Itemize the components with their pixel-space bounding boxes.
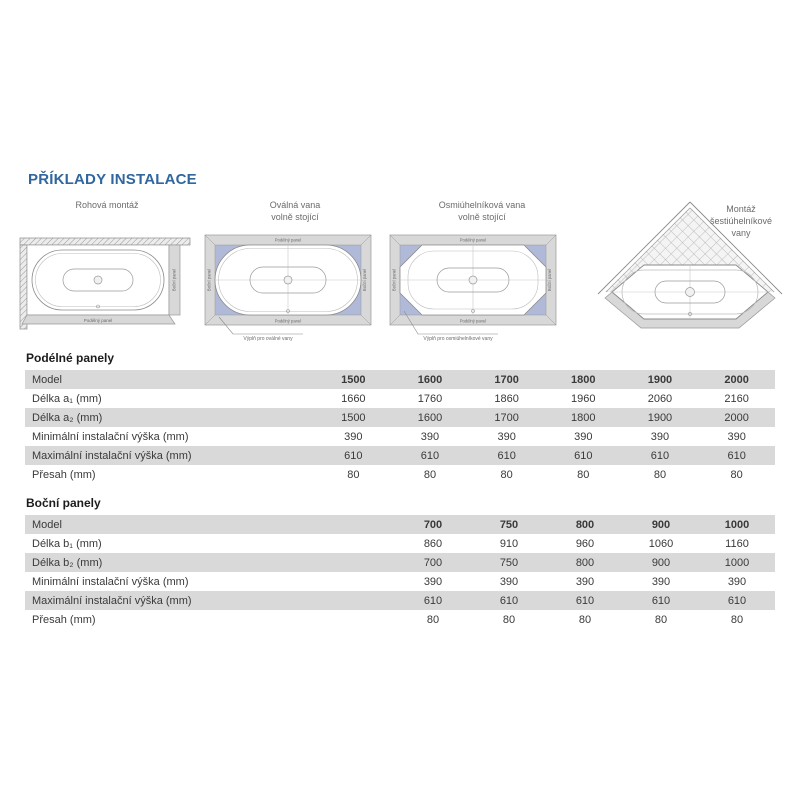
drain-icon — [94, 276, 102, 284]
side-panels-table — [25, 515, 775, 629]
panel-label: Podélný panel — [459, 318, 487, 324]
section-title: Boční panely — [26, 496, 101, 510]
table-cell: 390 — [423, 575, 443, 588]
table-cell: 390 — [727, 575, 747, 588]
row-label: Přesah (mm) — [32, 468, 96, 481]
table-row — [25, 370, 775, 389]
octagon-tub-diagram — [388, 233, 568, 346]
row-label: Přesah (mm) — [32, 613, 96, 626]
table-cell: 80 — [578, 613, 592, 626]
table-cell: 80 — [426, 613, 440, 626]
table-cell: 390 — [574, 430, 593, 443]
figure-caption: Rohová montáž — [75, 200, 139, 210]
table-cell: 1800 — [571, 411, 596, 424]
table-cell: 80 — [577, 468, 590, 481]
row-label: Minimální instalační výška (mm) — [32, 575, 189, 588]
infill-note: Výplň pro osmiúhelníkové vany — [423, 336, 493, 342]
table-cell: 390 — [575, 575, 595, 588]
row-label: Délka b₁ (mm) — [32, 537, 102, 550]
panel-label: Boční panel — [547, 268, 552, 292]
table-row — [25, 389, 775, 408]
table-cell: 960 — [575, 537, 595, 550]
table-row — [25, 465, 775, 484]
drain-icon — [284, 276, 292, 284]
page-title: PŘÍKLADY INSTALACE — [28, 171, 197, 188]
table-cell: 610 — [499, 594, 519, 607]
panel-label: Boční panel — [171, 268, 177, 292]
table-cell: 610 — [420, 449, 440, 462]
drain-icon — [686, 288, 695, 297]
figure-oval-tub — [203, 199, 387, 346]
table-cell: 1500 — [341, 411, 366, 424]
panel-label: Podélný panel — [274, 318, 302, 324]
wall-top — [20, 238, 190, 245]
row-label: Minimální instalační výška (mm) — [32, 430, 189, 443]
table-cell: 390 — [497, 430, 516, 443]
table-cell: 1000 — [724, 518, 750, 531]
table-cell: 80 — [423, 468, 437, 481]
table-cell: 80 — [502, 613, 516, 626]
table-cell: 390 — [420, 430, 440, 443]
table-cell: 1600 — [417, 411, 443, 424]
panel-label: Boční panel — [362, 268, 367, 292]
table-cell: 610 — [574, 449, 593, 462]
table-cell: 1500 — [341, 373, 366, 386]
table-cell: 1000 — [724, 556, 750, 569]
table-row — [25, 572, 775, 591]
longitudinal-panels-table — [25, 370, 775, 484]
table-row — [25, 591, 775, 610]
table-cell: 800 — [575, 556, 595, 569]
table-cell: 1900 — [647, 373, 673, 386]
table-row — [25, 610, 775, 629]
table-cell: 610 — [650, 449, 670, 462]
table-cell: 1660 — [341, 392, 366, 405]
table-cell: 860 — [423, 537, 443, 550]
row-label: Délka a₁ (mm) — [32, 392, 102, 405]
panel-label: Boční panel — [206, 268, 212, 292]
table-row — [25, 408, 775, 427]
row-label: Maximální instalační výška (mm) — [32, 594, 192, 607]
table-cell: 610 — [344, 449, 363, 462]
table-cell: 80 — [730, 468, 743, 481]
figure-corner-installation — [18, 199, 196, 335]
row-label: Délka a₂ (mm) — [32, 411, 103, 424]
figure-caption: Montáž šestiúhelníkové vany — [709, 204, 773, 238]
table-cell: 1060 — [648, 537, 674, 550]
table-cell: 1700 — [494, 373, 519, 386]
table-cell: 610 — [727, 449, 746, 462]
table-cell: 80 — [654, 613, 668, 626]
table-cell: 390 — [727, 430, 746, 443]
table-cell: 80 — [500, 468, 513, 481]
table-cell: 700 — [423, 518, 443, 531]
table-cell: 610 — [575, 594, 595, 607]
table-cell: 610 — [727, 594, 747, 607]
figure-caption: Osmiúhelníková vana volně stojící — [438, 200, 526, 222]
table-cell: 1800 — [571, 373, 596, 386]
panel-label: Boční panel — [391, 268, 397, 292]
corner-installation-diagram — [18, 233, 194, 335]
table-cell: 2060 — [647, 392, 673, 405]
table-cell: 750 — [499, 556, 519, 569]
row-label: Model — [32, 518, 62, 531]
table-cell: 390 — [651, 575, 671, 588]
table-cell: 1860 — [494, 392, 519, 405]
table-cell: 900 — [651, 518, 671, 531]
row-label: Model — [32, 373, 62, 386]
table-cell: 390 — [499, 575, 519, 588]
table-cell: 390 — [344, 430, 363, 443]
drain-icon — [469, 276, 477, 284]
row-label: Maximální instalační výška (mm) — [32, 449, 192, 462]
oval-tub-diagram — [203, 233, 383, 346]
row-label: Délka b₂ (mm) — [32, 556, 103, 569]
table-cell: 80 — [653, 468, 667, 481]
table-cell: 700 — [423, 556, 443, 569]
table-cell: 900 — [651, 556, 671, 569]
table-cell: 80 — [730, 613, 744, 626]
table-cell: 610 — [497, 449, 516, 462]
table-cell: 610 — [423, 594, 443, 607]
figure-hexagon-tub — [592, 197, 788, 337]
table-cell: 750 — [499, 518, 519, 531]
table-row — [25, 427, 775, 446]
table-row — [25, 515, 775, 534]
table-cell: 1160 — [725, 537, 749, 550]
section-title: Podélné panely — [26, 351, 115, 365]
table-cell: 390 — [650, 430, 670, 443]
table-cell: 1960 — [571, 392, 596, 405]
table-cell: 1700 — [494, 411, 519, 424]
table-cell: 1760 — [417, 392, 443, 405]
figure-octagon-tub — [388, 199, 576, 346]
table-cell: 910 — [499, 537, 519, 550]
infill-note: Výplň pro oválné vany — [243, 336, 293, 342]
table-cell: 2160 — [724, 392, 749, 405]
panel-label: Podélný panel — [83, 317, 113, 323]
table-cell: 2000 — [724, 373, 749, 386]
table-row — [25, 446, 775, 465]
table-cell: 2000 — [724, 411, 749, 424]
table-cell: 1600 — [417, 373, 443, 386]
panel-label: Podélný panel — [274, 237, 302, 243]
table-cell: 610 — [651, 594, 671, 607]
table-cell: 800 — [575, 518, 595, 531]
table-cell: 80 — [347, 468, 360, 481]
figure-caption: Oválná vana volně stojící — [269, 200, 321, 222]
table-cell: 1900 — [647, 411, 673, 424]
section-longitudinal-panels — [25, 351, 775, 484]
section-side-panels — [25, 496, 775, 629]
table-row — [25, 534, 775, 553]
table-row — [25, 553, 775, 572]
panel-label: Podélný panel — [459, 237, 487, 243]
